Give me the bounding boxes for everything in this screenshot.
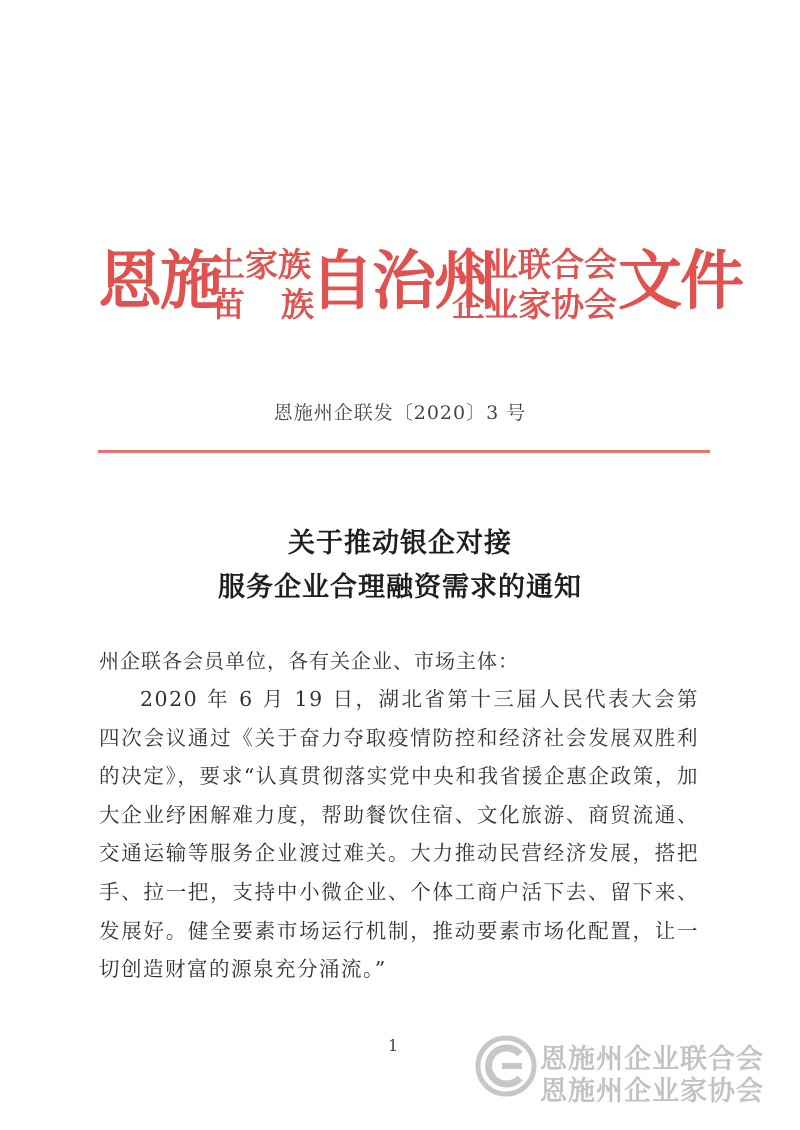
watermark-line1: 恩施州企业联合会 (540, 1044, 764, 1075)
body-paragraph: 2020 年 6 月 19 日，湖北省第十三届人民代表大会第四次会议通过《关于奋力夺取疫情防控和经济社会发展双胜利的决定》，要求“认真贯彻落实党中央和我省援企惠企政策，加大企业纾困解难力度，帮助餐饮住宿、文化旅游、商贸流通、交通运输等服务企业渡过难关。大力推动民营经济发展，搭把手、拉一把，支持中小微企业、个体工商户活下去、留下来、发展好。健全要素市场运行机制，推动要素市场化配置，让一切创造财富的源泉充分涌流。” (99, 687, 699, 982)
masthead-ethnic-line2 (212, 286, 314, 324)
document-masthead (98, 236, 742, 336)
masthead-ethnic-line1: 土家族 (212, 245, 311, 284)
masthead-ethnic-zu: 族 (281, 285, 314, 324)
notice-title-line2: 服务企业合理融资需求的通知 (218, 572, 582, 603)
salutation: 州企联各会员单位，各有关企业、市场主体： (99, 649, 519, 673)
association-logo-icon (474, 1034, 538, 1098)
page-number: 1 (388, 1036, 399, 1055)
watermark-line2: 恩施州企业家协会 (540, 1076, 764, 1107)
masthead-region: 自治州 (310, 244, 496, 319)
header-divider (98, 450, 710, 453)
notice-title-line1: 关于推动银企对接 (288, 528, 512, 559)
masthead-suffix: 文件 (618, 244, 742, 319)
masthead-ethnic-miao: 苗 (212, 285, 245, 324)
masthead-org-line1: 企业联合会 (452, 245, 617, 284)
masthead-prefix: 恩施 (98, 244, 222, 319)
document-number: 恩施州企联发〔2020〕3 号 (273, 402, 527, 424)
masthead-org-line2: 企业家协会 (452, 285, 617, 324)
